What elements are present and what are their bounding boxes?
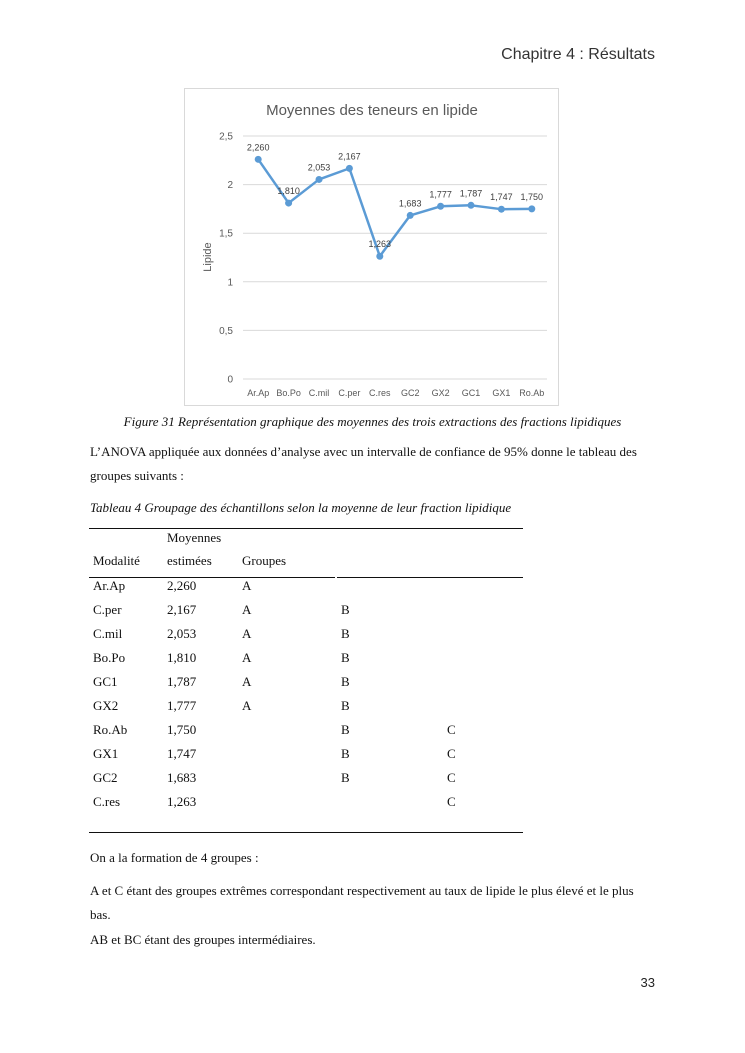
cell-moyenne: 1,810 <box>167 650 197 665</box>
cell-modalite: Bo.Po <box>93 650 126 665</box>
x-tick-label: Bo.Po <box>276 388 301 398</box>
cell-group-a: A <box>242 650 252 665</box>
table-row <box>89 746 523 770</box>
cell-group-b: B <box>341 626 350 641</box>
cell-moyenne: 2,053 <box>167 626 197 641</box>
data-label: 1,787 <box>459 188 483 199</box>
data-point <box>376 253 383 260</box>
conclusion-line-1: On a la formation de 4 groupes : <box>90 850 259 865</box>
table-top-rule <box>89 528 523 529</box>
x-tick-label: C.mil <box>308 388 330 398</box>
running-header: Chapitre 4 : Résultats <box>501 46 655 63</box>
table-row <box>89 722 523 746</box>
cell-group-a: A <box>242 602 252 617</box>
chart-title: Moyennes des teneurs en lipide <box>266 102 478 119</box>
header-moyennes: Moyennes <box>167 530 222 545</box>
data-point <box>285 200 292 207</box>
table-row <box>89 794 523 818</box>
header-groupes: Groupes <box>242 553 287 568</box>
data-label: 2,260 <box>246 142 270 153</box>
cell-moyenne: 1,787 <box>167 674 197 689</box>
x-tick-label: Ro.Ab <box>519 388 545 398</box>
cell-group-a: A <box>242 578 252 593</box>
cell-modalite: C.res <box>93 794 121 809</box>
cell-group-b: B <box>341 770 350 785</box>
cell-group-a: A <box>242 698 252 713</box>
y-tick-label: 0 <box>227 374 233 386</box>
cell-group-b: B <box>341 602 350 617</box>
table-row <box>89 578 523 602</box>
cell-moyenne: 1,750 <box>167 722 197 737</box>
cell-modalite: Ro.Ab <box>93 722 128 737</box>
cell-modalite: C.per <box>93 602 122 617</box>
cell-group-c: C <box>447 746 456 761</box>
cell-modalite: C.mil <box>93 626 123 641</box>
x-tick-label: GC2 <box>400 388 420 398</box>
data-point <box>255 156 262 163</box>
conclusion-line-3: AB et BC étant des groupes intermédiaires. <box>90 932 316 947</box>
table-row <box>89 602 523 626</box>
data-label: 2,167 <box>338 151 361 162</box>
table-row <box>89 698 523 722</box>
figure-caption: Figure 31 Représentation graphique des moyennes des trois extractions des fractions lipidiques <box>123 414 622 429</box>
x-tick-label: C.res <box>369 388 391 398</box>
cell-moyenne: 1,777 <box>167 698 197 713</box>
table-row <box>89 626 523 650</box>
conclusion-line-2: A et C étant des groupes extrêmes correspondant respectivement au taux de lipide le plus élevé et le plus bas. <box>90 883 634 922</box>
data-label: 1,777 <box>429 189 452 200</box>
table-caption: Tableau 4 Groupage des échantillons selon la moyenne de leur fraction lipidique <box>90 500 512 515</box>
header-modalite: Modalité <box>93 553 140 568</box>
page-number: 33 <box>640 975 655 990</box>
x-tick-label: GX1 <box>492 388 511 398</box>
data-point <box>498 206 505 213</box>
cell-modalite: GX2 <box>93 698 119 713</box>
cell-group-b: B <box>341 746 350 761</box>
table-row <box>89 650 523 674</box>
intro-paragraph: L’ANOVA appliquée aux données d’analyse avec un intervalle de confiance de 95% donne le tableau des groupes suivants : <box>90 444 637 483</box>
cell-moyenne: 1,683 <box>167 770 197 785</box>
y-tick-label: 2 <box>227 180 233 192</box>
cell-modalite: GC1 <box>93 674 118 689</box>
cell-moyenne: 1,747 <box>167 746 197 761</box>
cell-group-a: A <box>242 626 252 641</box>
y-tick-label: 2,5 <box>219 131 233 143</box>
x-tick-label: GX2 <box>431 388 450 398</box>
cell-group-c: C <box>447 722 456 737</box>
series-line <box>258 159 532 256</box>
data-label: 1,750 <box>520 191 544 202</box>
data-label: 1,810 <box>277 186 300 197</box>
cell-modalite: GX1 <box>93 746 119 761</box>
data-point <box>316 176 323 183</box>
table-row <box>89 674 523 698</box>
cell-moyenne: 2,167 <box>167 602 197 617</box>
y-axis-label: Lipide <box>202 242 214 272</box>
cell-moyenne: 1,263 <box>167 794 197 809</box>
x-tick-label: C.per <box>338 388 361 398</box>
chart-canvas <box>185 89 560 407</box>
cell-group-b: B <box>341 674 350 689</box>
cell-moyenne: 2,260 <box>167 578 197 593</box>
cell-group-b: B <box>341 650 350 665</box>
data-label: 1,263 <box>368 239 392 250</box>
cell-group-a: A <box>242 674 252 689</box>
data-label: 1,747 <box>490 192 513 203</box>
header-estimees: estimées <box>167 553 212 568</box>
data-label: 2,053 <box>307 162 331 173</box>
table-bottom-rule <box>89 832 523 833</box>
data-point <box>528 205 535 212</box>
y-tick-label: 0,5 <box>219 325 233 337</box>
y-tick-label: 1,5 <box>219 228 233 240</box>
data-label: 1,683 <box>398 198 422 209</box>
data-point <box>468 202 475 209</box>
cell-group-c: C <box>447 770 456 785</box>
data-point <box>437 203 444 210</box>
x-tick-label: GC1 <box>461 388 481 398</box>
cell-modalite: Ar.Ap <box>93 578 126 593</box>
data-point <box>407 212 414 219</box>
table-row <box>89 770 523 794</box>
lipid-means-chart <box>184 88 559 406</box>
cell-group-c: C <box>447 794 456 809</box>
cell-group-b: B <box>341 698 350 713</box>
data-point <box>346 165 353 172</box>
x-tick-label: Ar.Ap <box>247 388 270 398</box>
cell-group-b: B <box>341 722 350 737</box>
cell-modalite: GC2 <box>93 770 118 785</box>
y-tick-label: 1 <box>227 277 233 289</box>
